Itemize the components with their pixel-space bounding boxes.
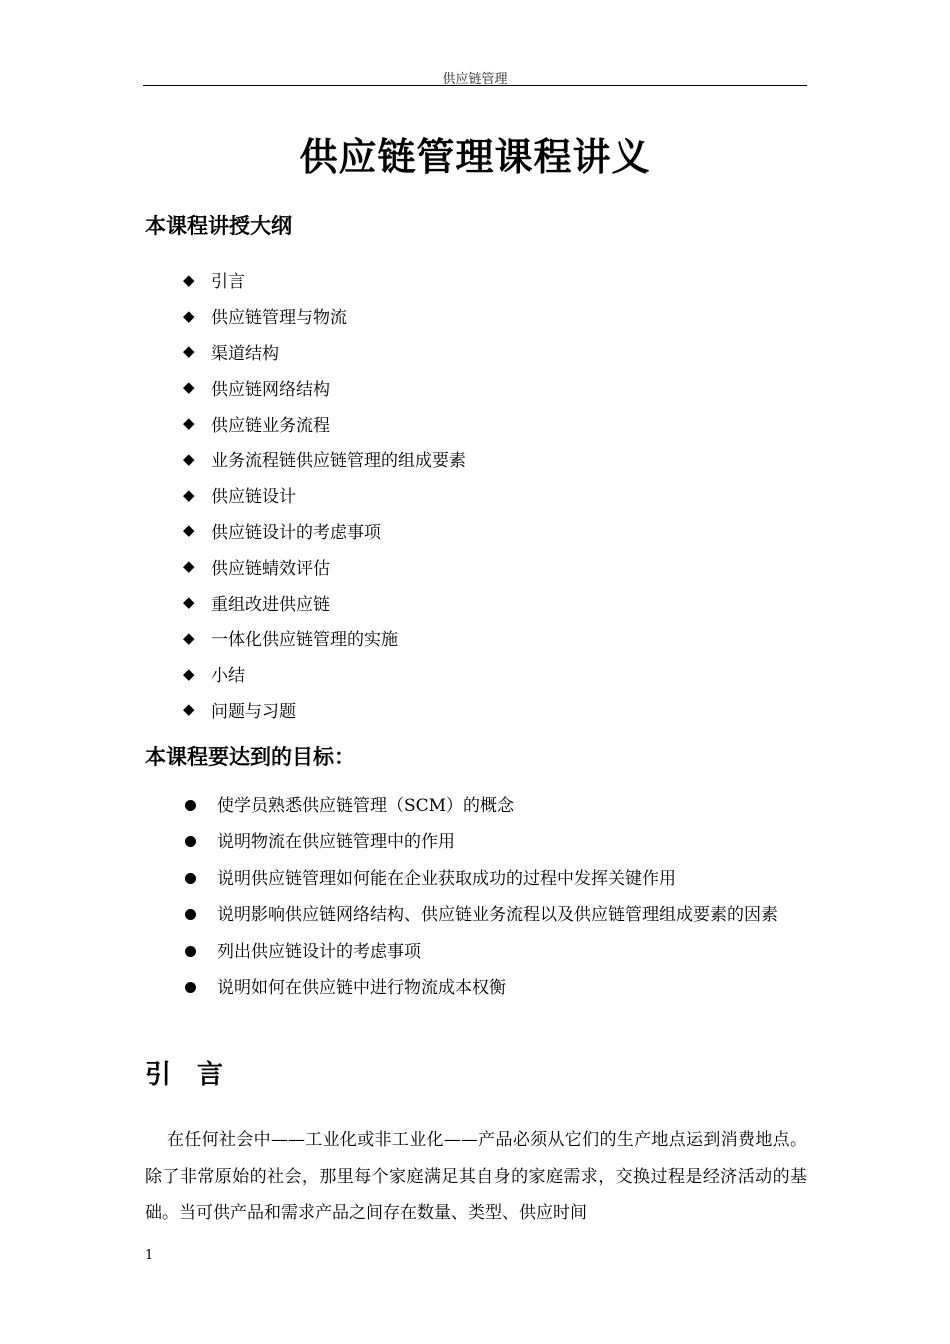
list-item: ◆ 问题与习题 [183, 700, 296, 722]
outline-list [183, 262, 466, 727]
dot-bullet-icon [183, 824, 217, 860]
list-item: 列出供应链设计的考虑事项 [183, 934, 813, 970]
document-title: 供应链管理课程讲义 [299, 134, 651, 179]
diamond-bullet-icon: ◆ [183, 628, 195, 647]
intro-heading: 引言 [145, 1060, 250, 1090]
list-item: 说明影响供应链网络结构、供应链业务流程以及供应链管理组成要素的因素 [183, 897, 813, 933]
list-item: ◆ 小结 [183, 664, 245, 687]
outline-heading: 本课程讲授大纲 [145, 214, 292, 238]
diamond-bullet-icon: ◆ [183, 485, 195, 504]
list-item: ◆ 一体化供应链管理的实施 [183, 628, 398, 651]
diamond-bullet-icon: ◆ [183, 342, 195, 361]
goals-heading: 本课程要达到的目标： [145, 745, 355, 769]
dot-bullet-icon [183, 897, 217, 933]
diamond-bullet-icon: ◆ [183, 593, 195, 612]
list-item: 说明物流在供应链管理中的作用 [183, 824, 813, 860]
diamond-bullet-icon: ◆ [183, 449, 195, 468]
diamond-bullet-icon: ◆ [183, 557, 195, 576]
diamond-bullet-icon: ◆ [183, 414, 195, 433]
list-item: ◆ 供应链设计 [183, 485, 296, 508]
dot-bullet-icon [183, 970, 217, 1006]
diamond-bullet-icon: ◆ [183, 664, 195, 683]
page-header: 供应链管理 [442, 72, 508, 87]
page-number: 1 [145, 1248, 154, 1263]
diamond-bullet-icon: ◆ [183, 270, 195, 289]
diamond-bullet-icon: ◆ [183, 378, 195, 397]
list-item: ◆ 引言 [183, 270, 245, 293]
list-item: ◆ 供应链管理与物流 [183, 306, 347, 329]
diamond-bullet-icon: ◆ [183, 700, 195, 719]
list-item: 使学员熟悉供应链管理（SCM）的概念 [183, 788, 813, 824]
list-item: ◆ 渠道结构 [183, 342, 279, 364]
list-item: ◆ 供应链蜻效评估 [183, 557, 330, 579]
dot-bullet-icon [183, 788, 217, 824]
diamond-bullet-icon: ◆ [183, 306, 195, 325]
dot-bullet-icon [183, 861, 217, 897]
goals-list [183, 788, 813, 1006]
list-item: 说明供应链管理如何能在企业获取成功的过程中发挥关键作用 [183, 861, 813, 897]
list-item: ◆ 供应链设计的考虑事项 [183, 521, 381, 543]
list-item: ◆ 业务流程链供应链管理的组成要素 [183, 449, 466, 472]
list-item: ◆ 重组改进供应链 [183, 593, 330, 615]
list-item: ◆ 供应链网络结构 [183, 378, 330, 400]
list-item: ◆ 供应链业务流程 [183, 414, 330, 436]
header-rule [143, 85, 807, 86]
intro-paragraph: 在任何社会中——工业化或非工业化——产品必须从它们的生产地点运到消费地点。除了非常原始的社会，那里每个家庭满足其自身的家庭需求，交换过程是经济活动的基础。当可供产品和需求产品之间存在数量、类型、供应时间 [145, 1130, 807, 1223]
dot-bullet-icon [183, 934, 217, 970]
list-item: 说明如何在供应链中进行物流成本权衡 [183, 970, 813, 1006]
diamond-bullet-icon: ◆ [183, 521, 195, 540]
